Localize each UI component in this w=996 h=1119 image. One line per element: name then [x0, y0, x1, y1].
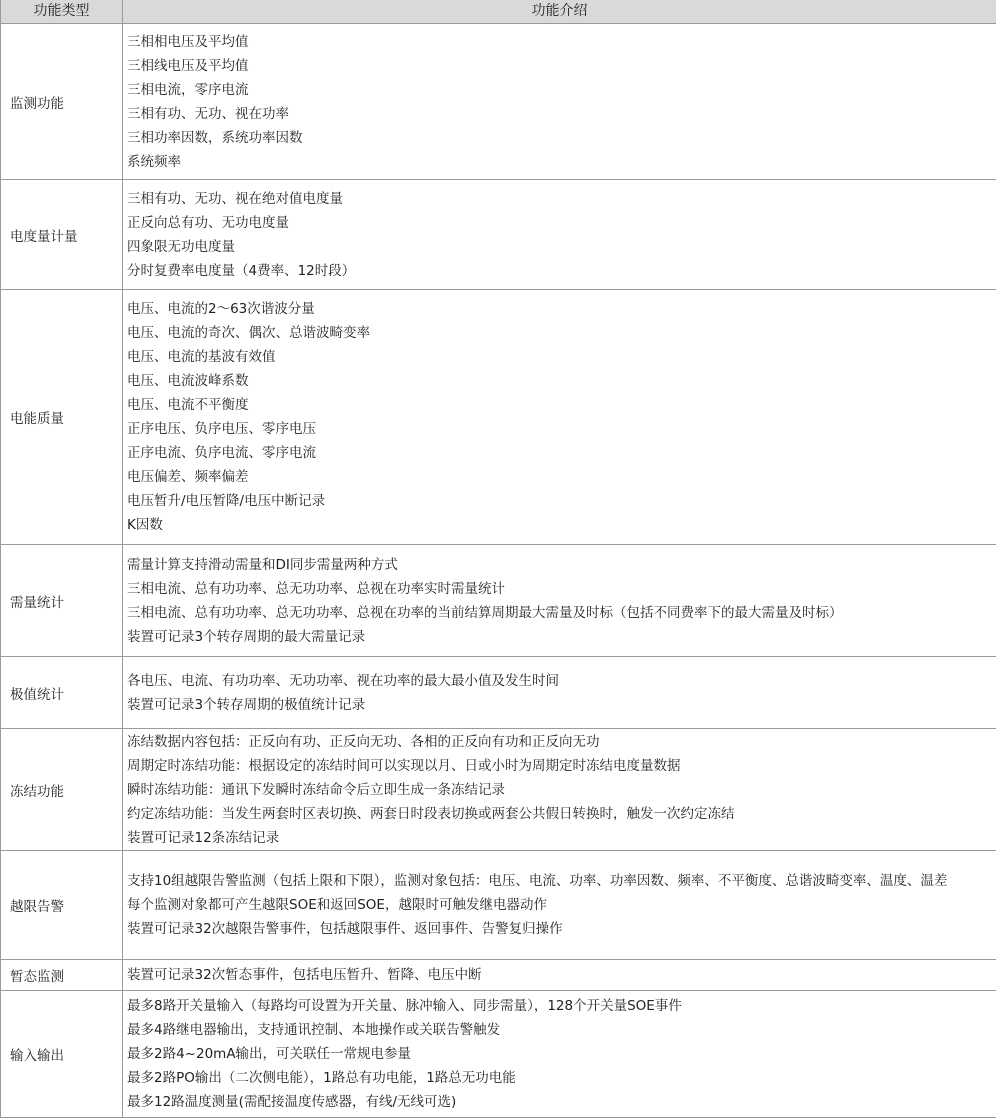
- description-cell: [123, 545, 996, 657]
- description-line: 支持10组越限告警监测（包括上限和下限），监测对象包括：电压、电流、功率、功率因数、频率、不平衡度、总谐波畸变率、温度、温差: [127, 873, 948, 889]
- description-line: 电压、电流不平衡度: [127, 397, 249, 413]
- description-line: 电压暂升/电压暂降/电压中断记录: [127, 493, 326, 509]
- description-line: 电压、电流的2～63次谐波分量: [127, 301, 315, 317]
- table-row-demand-statistics: [1, 545, 996, 657]
- table-row-freeze: [1, 729, 996, 851]
- description-line: 周期定时冻结功能：根据设定的冻结时间可以实现以月、日或小时为周期定时冻结电度量数据: [127, 757, 681, 774]
- description-line: 冻结数据内容包括：正反向有功、正反向无功、各相的正反向有功和正反向无功: [127, 733, 600, 750]
- category-cell: 越限告警: [1, 851, 123, 960]
- description-line: 最多12路温度测量(需配接温度传感器，有线/无线可选): [127, 1094, 457, 1110]
- table-row-monitoring: [1, 24, 996, 180]
- description-line: 三相功率因数，系统功率因数: [127, 129, 303, 146]
- description-line: 各电压、电流、有功功率、无功功率、视在功率的最大最小值及发生时间: [127, 672, 559, 689]
- category-cell: 输入输出: [1, 991, 123, 1118]
- description-line: 正序电压、负序电压、零序电压: [127, 421, 316, 437]
- description-line: 最多8路开关量输入（每路均可设置为开关量、脉冲输入、同步需量），128个开关量SOE事件: [127, 998, 682, 1014]
- description-line: 装置可记录3个转存周期的最大需量记录: [127, 628, 366, 645]
- table-row-power-quality: [1, 290, 996, 545]
- description-line: 三相电流、总有功功率、总无功功率、总视在功率实时需量统计: [127, 580, 505, 597]
- description-line: 瞬时冻结功能：通讯下发瞬时冻结命令后立即生成一条冻结记录: [127, 781, 505, 798]
- description-cell: [123, 991, 996, 1118]
- description-line: 三相线电压及平均值: [127, 57, 249, 74]
- category-cell: 监测功能: [1, 24, 123, 180]
- description-cell: [123, 290, 996, 545]
- description-line: 电压、电流的基波有效值: [127, 349, 276, 365]
- description-line: 三相电流，零序电流: [127, 81, 249, 98]
- description-line: 四象限无功电度量: [127, 238, 235, 255]
- category-cell: 电度量计量: [1, 180, 123, 290]
- table-row-input-output: [1, 991, 996, 1118]
- description-line: 装置可记录32次越限告警事件，包括越限事件、返回事件、告警复归操作: [127, 921, 563, 937]
- description-cell: [123, 851, 996, 960]
- category-cell: 暂态监测: [1, 960, 123, 991]
- description-line: 装置可记录3个转存周期的极值统计记录: [127, 696, 366, 713]
- table-row-energy-metering: [1, 180, 996, 290]
- description-line: 三相有功、无功、视在功率: [127, 105, 289, 122]
- table-header-row: [1, 0, 996, 24]
- description-line: K因数: [127, 517, 163, 533]
- category-cell: 需量统计: [1, 545, 123, 657]
- description-cell: [123, 729, 996, 851]
- description-line: 需量计算支持滑动需量和DI同步需量两种方式: [127, 556, 398, 573]
- category-cell: 极值统计: [1, 657, 123, 729]
- description-line: 三相相电压及平均值: [127, 33, 249, 50]
- description-line: 电压、电流的奇次、偶次、总谐波畸变率: [127, 325, 370, 341]
- table-row-transient-monitoring: [1, 960, 996, 991]
- header-function-type: 功能类型: [1, 0, 123, 24]
- description-line: 分时复费率电度量（4费率、12时段）: [127, 262, 356, 279]
- table-row-extreme-statistics: [1, 657, 996, 729]
- description-line: 每个监测对象都可产生越限SOE和返回SOE，越限时可触发继电器动作: [127, 897, 547, 913]
- description-line: 三相有功、无功、视在绝对值电度量: [127, 190, 343, 207]
- description-line: 装置可记录12条冻结记录: [127, 829, 280, 846]
- description-line: 装置可记录32次暂态事件，包括电压暂升、暂降、电压中断: [127, 967, 482, 983]
- description-cell: [123, 24, 996, 180]
- description-line: 正序电流、负序电流、零序电流: [127, 445, 316, 461]
- description-line: 最多4路继电器输出，支持通讯控制、本地操作或关联告警触发: [127, 1022, 501, 1038]
- description-line: 最多2路PO输出（二次侧电能），1路总有功电能，1路总无功电能: [127, 1070, 516, 1086]
- description-line: 最多2路4~20mA输出，可关联任一常规电参量: [127, 1046, 412, 1062]
- category-cell: 冻结功能: [1, 729, 123, 851]
- table-row-limit-alarm: [1, 851, 996, 960]
- header-function-description: 功能介绍: [123, 0, 996, 24]
- description-line: 约定冻结功能：当发生两套时区表切换、两套日时段表切换或两套公共假日转换时，触发一次约定冻结: [127, 805, 735, 822]
- description-cell: [123, 180, 996, 290]
- description-line: 电压偏差、频率偏差: [127, 469, 249, 485]
- category-cell: 电能质量: [1, 290, 123, 545]
- description-cell: [123, 657, 996, 729]
- description-line: 电压、电流波峰系数: [127, 373, 249, 389]
- description-line: 正反向总有功、无功电度量: [127, 214, 289, 231]
- description-line: 三相电流、总有功功率、总无功功率、总视在功率的当前结算周期最大需量及时标（包括不同费率下的最大需量及时标）: [127, 604, 843, 621]
- description-line: 系统频率: [127, 153, 181, 170]
- description-cell: [123, 960, 996, 991]
